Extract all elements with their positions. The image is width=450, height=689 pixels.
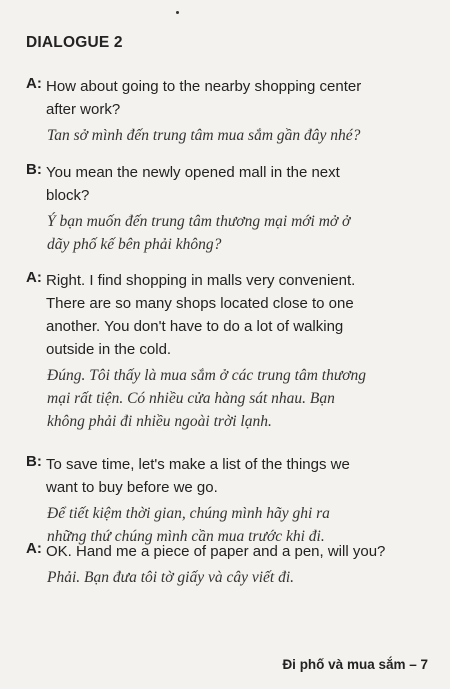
vietnamese-line: Tan sở mình đến trung tâm mua sắm gần đây nhé? <box>47 127 361 144</box>
speaker-label: A: <box>26 269 42 286</box>
dialogue-turn <box>26 540 430 589</box>
speaker-label: A: <box>26 540 42 557</box>
dialogue-turn <box>26 269 430 433</box>
english-text <box>46 540 430 563</box>
vietnamese-translation <box>47 364 430 433</box>
dialogue-turn <box>26 75 430 147</box>
english-line: want to buy before we go. <box>46 479 218 496</box>
vietnamese-translation <box>47 210 430 256</box>
english-line: You mean the newly opened mall in the next <box>46 164 340 181</box>
vietnamese-line: không phải đi nhiều ngoài trời lạnh. <box>47 413 272 430</box>
english-line: OK. Hand me a piece of paper and a pen, will you? <box>46 543 386 560</box>
vietnamese-line: mại rất tiện. Có nhiều cửa hàng sát nhau. Bạn <box>47 390 335 407</box>
english-text <box>46 75 430 121</box>
running-footer: Đi phố và mua sắm – 7 <box>282 657 428 672</box>
english-line: after work? <box>46 101 121 118</box>
vietnamese-line: Ý bạn muốn đến trung tâm thương mại mới mở ở <box>47 213 351 230</box>
section-title: DIALOGUE 2 <box>26 34 123 51</box>
printer-mark <box>176 11 179 14</box>
speaker-label: B: <box>26 161 42 178</box>
speaker-label: B: <box>26 453 42 470</box>
dialogue-turn <box>26 453 430 548</box>
speaker-label: A: <box>26 75 42 92</box>
english-line: There are so many shops located close to one <box>46 295 354 312</box>
vietnamese-line: dãy phố kế bên phải không? <box>47 236 222 253</box>
vietnamese-translation <box>47 566 430 589</box>
vietnamese-translation <box>47 124 430 147</box>
english-line: outside in the cold. <box>46 341 172 358</box>
dialogue-turn <box>26 161 430 256</box>
vietnamese-line: Đúng. Tôi thấy là mua sắm ở các trung tâm thương <box>47 367 367 384</box>
english-line: Right. I find shopping in malls very convenient. <box>46 272 356 289</box>
english-text <box>46 269 430 361</box>
english-line: To save time, let's make a list of the things we <box>46 456 350 473</box>
vietnamese-line: Phải. Bạn đưa tôi tờ giấy và cây viết đi. <box>47 569 295 586</box>
english-line: another. You don't have to do a lot of walking <box>46 318 344 335</box>
vietnamese-line: những thứ chúng mình cần mua trước khi đi. <box>47 528 325 545</box>
vietnamese-line: Để tiết kiệm thời gian, chúng mình hãy ghi ra <box>47 505 330 522</box>
english-line: How about going to the nearby shopping center <box>46 78 362 95</box>
english-text <box>46 161 430 207</box>
english-text <box>46 453 430 499</box>
english-line: block? <box>46 187 90 204</box>
